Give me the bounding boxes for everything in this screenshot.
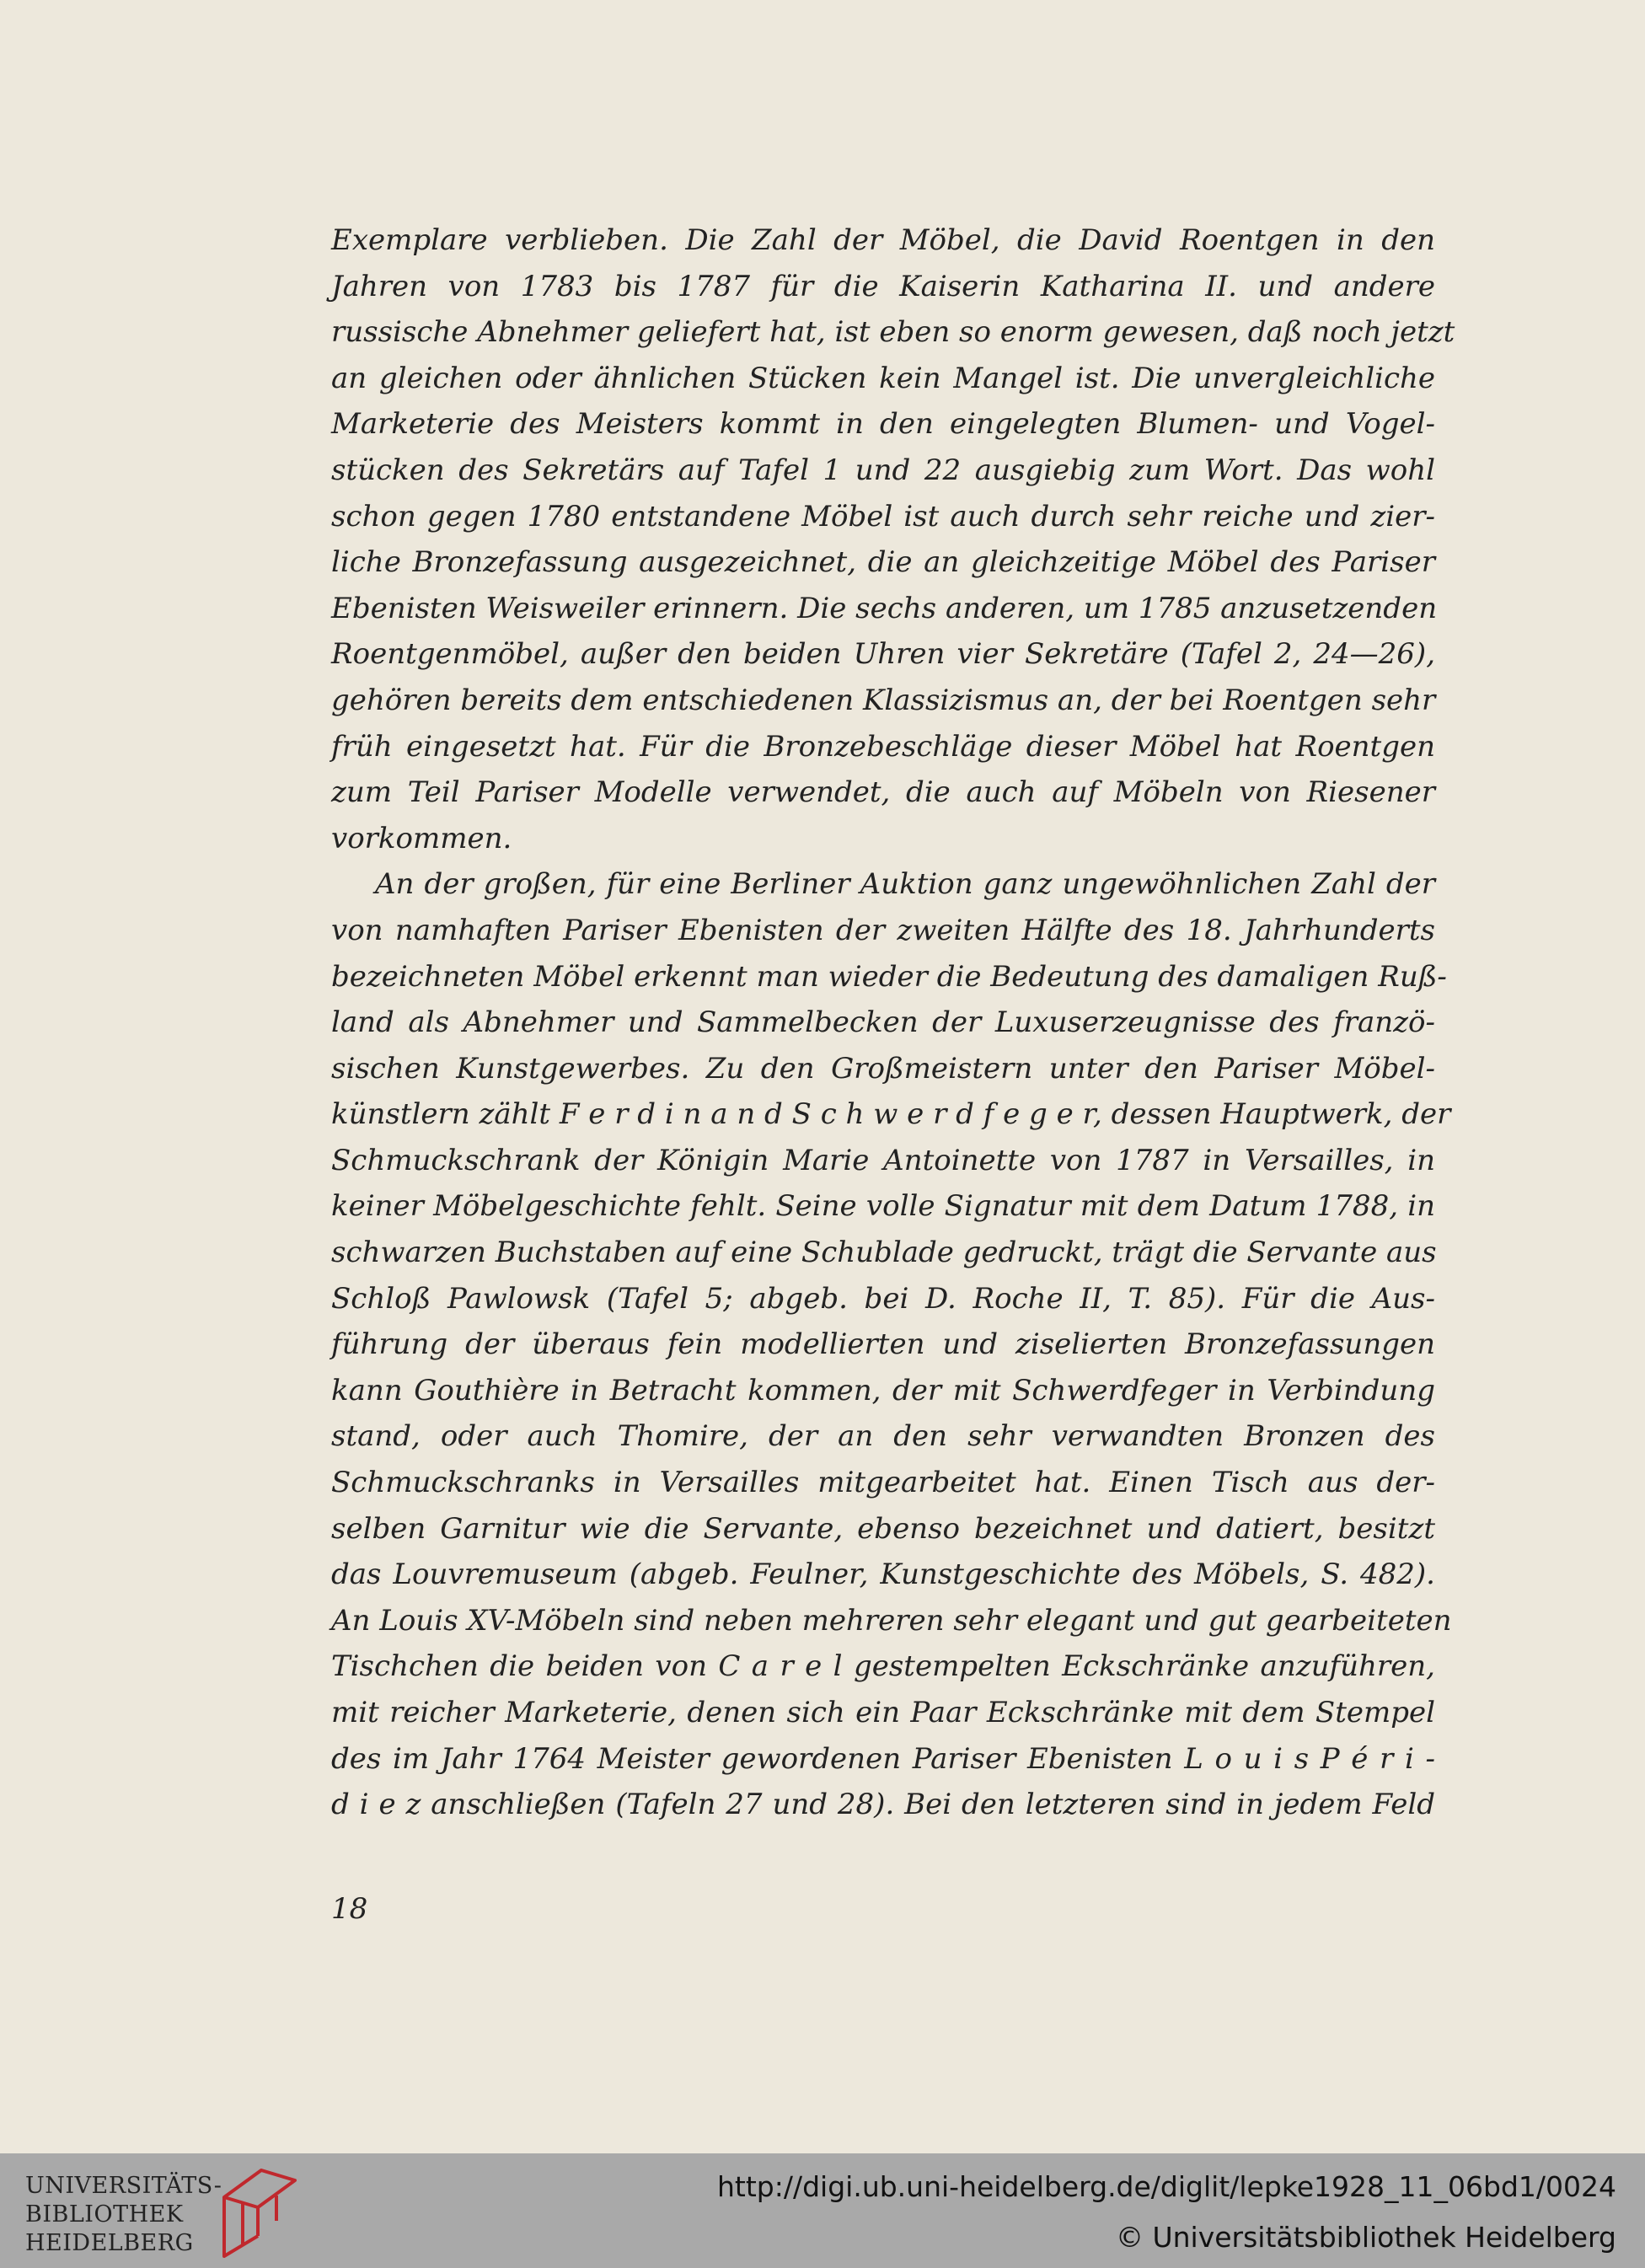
text-line: Tischchen die beiden von C a r e l gestempelten Eckschränke anzuführen, (331, 1649, 1435, 1684)
text-line: schon gegen 1780 entstandene Möbel ist auch durch sehr reiche und zier- (331, 499, 1435, 533)
library-name-line: BIBLIOTHEK (25, 2201, 184, 2228)
text-line: d i e z anschließen (Tafeln 27 und 28). Bei den letzteren sind in jedem Feld (331, 1788, 1435, 1822)
text-line: selben Garnitur wie die Servante, ebenso bezeichnet und datiert, besitzt (331, 1511, 1435, 1546)
text-line: Schmuckschrank der Königin Marie Antoinette von 1787 in Versailles, in (331, 1143, 1435, 1177)
footer-bar (0, 2153, 1645, 2268)
text-line: zum Teil Pariser Modelle verwendet, die auch auf Möbeln von Riesener (331, 775, 1435, 810)
library-name-line: UNIVERSITÄTS- (25, 2173, 222, 2199)
text-line: des im Jahr 1764 Meister gewordenen Pariser Ebenisten L o u i s P é r i - (331, 1741, 1435, 1776)
text-line: früh eingesetzt hat. Für die Bronzebeschläge dieser Möbel hat Roentgen (331, 729, 1435, 764)
text-line: Jahren von 1783 bis 1787 für die Kaiserin Katharina II. und andere (331, 269, 1435, 303)
page-number: 18 (331, 1892, 368, 1926)
text-line: Schmuckschranks in Versailles mitgearbeitet hat. Einen Tisch aus der- (331, 1466, 1435, 1500)
text-line: von namhaften Pariser Ebenisten der zweiten Hälfte des 18. Jahrhunderts (331, 913, 1435, 947)
text-line: kann Gouthière in Betracht kommen, der mit Schwerdfeger in Verbindung (331, 1373, 1435, 1407)
library-name-line: HEIDELBERG (25, 2230, 194, 2256)
text-line: vorkommen. (331, 821, 512, 855)
text-line: land als Abnehmer und Sammelbecken der Luxuserzeugnisse des franzö- (331, 1005, 1435, 1040)
copyright-notice: © Universitätsbibliothek Heidelberg (1115, 2221, 1616, 2254)
library-name (25, 2172, 222, 2258)
text-line: keiner Möbelgeschichte fehlt. Seine volle Signatur mit dem Datum 1788, in (331, 1189, 1435, 1224)
text-line: schwarzen Buchstaben auf eine Schublade gedruckt, trägt die Servante aus (331, 1236, 1437, 1270)
body-text (331, 217, 1455, 1828)
text-line: Roentgenmöbel, außer den beiden Uhren vier Sekretäre (Tafel 2, 24—26), (331, 637, 1435, 672)
text-line: liche Bronzefassung ausgezeichnet, die an gleichzeitige Möbel des Pariser (331, 545, 1435, 580)
text-line: führung der überaus fein modellierten und ziselierten Bronzefassungen (331, 1327, 1435, 1362)
library-logo-icon (217, 2162, 302, 2263)
text-line: bezeichneten Möbel erkennt man wieder die Bedeutung des damaligen Ruß- (331, 959, 1447, 994)
permalink-url[interactable]: http://digi.ub.uni-heidelberg.de/diglit/lepke1928_11_06bd1/0024 (717, 2170, 1616, 2203)
text-line: das Louvremuseum (abgeb. Feulner, Kunstgeschichte des Möbels, S. 482). (331, 1558, 1435, 1592)
text-line: Ebenisten Weisweiler erinnern. Die sechs anderen, um 1785 anzusetzenden (331, 591, 1438, 625)
text-line: gehören bereits dem entschiedenen Klassizismus an, der bei Roentgen sehr (331, 683, 1436, 717)
text-line: Marketerie des Meisters kommt in den eingelegten Blumen- und Vogel- (331, 407, 1435, 442)
text-line: künstlern zählt F e r d i n a n d S c h w e r d f e g e r, dessen Hauptwerk, der (331, 1097, 1451, 1132)
text-line: sischen Kunstgewerbes. Zu den Großmeistern unter den Pariser Möbel- (331, 1051, 1435, 1086)
text-line: An Louis XV-Möbeln sind neben mehreren sehr elegant und gut gearbeiteten (331, 1603, 1452, 1638)
text-line: mit reicher Marketerie, denen sich ein Paar Eckschränke mit dem Stempel (331, 1696, 1435, 1729)
text-line: stücken des Sekretärs auf Tafel 1 und 22 ausgiebig zum Wort. Das wohl (331, 453, 1435, 487)
text-line: stand, oder auch Thomire, der an den sehr verwandten Bronzen des (331, 1419, 1435, 1454)
text-line: russische Abnehmer geliefert hat, ist eben so enorm gewesen, daß noch jetzt (331, 315, 1455, 350)
text-line: An der großen, für eine Berliner Auktion ganz ungewöhnlichen Zahl der (375, 867, 1435, 902)
text-line: Schloß Pawlowsk (Tafel 5; abgeb. bei D. Roche II, T. 85). Für die Aus- (331, 1281, 1435, 1316)
text-line: Exemplare verblieben. Die Zahl der Möbel, die David Roentgen in den (331, 223, 1435, 257)
text-line: an gleichen oder ähnlichen Stücken kein Mangel ist. Die unvergleichliche (331, 361, 1435, 395)
